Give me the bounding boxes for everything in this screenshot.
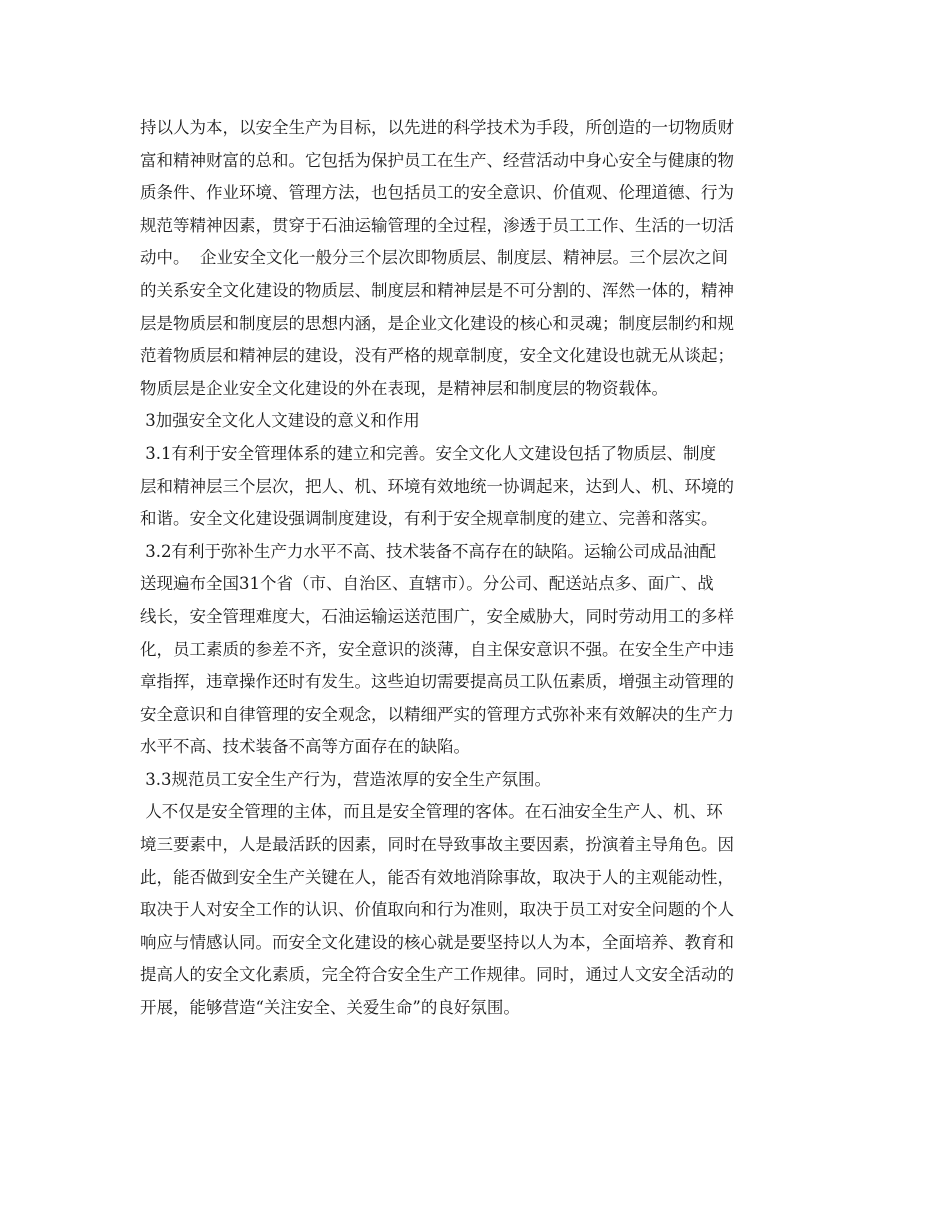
text-line: 持以人为本，以安全生产为目标，以先进的科学技术为手段，所创造的一切物质财 [140,118,734,137]
text-line: 3.2有利于弥补生产力水平不高、技术装备不高存在的缺陷。运输公司成品油配 [140,541,716,561]
text-line: 范着物质层和精神层的建设，没有严格的规章制度，安全文化建设也就无从谈起； [140,346,734,366]
text-line: 人不仅是安全管理的主体，而且是安全管理的客体。在石油安全生产人、机、环 [140,802,723,822]
text-line: 响应与情感认同。而安全文化建设的核心就是要坚持以人为本，全面培养、教育和 [140,932,734,952]
heading-line: 3加强安全文化人文建设的意义和作用 [140,411,420,431]
text-line: 物质层是企业安全文化建设的外在表现，是精神层和制度层的物资载体。 [140,378,668,398]
text-line: 的关系安全文化建设的物质层、制度层和精神层是不可分割的、浑然一体的，精神 [140,280,734,300]
text-line: 安全意识和自律管理的安全观念，以精细严实的管理方式弥补来有效解决的生产力 [140,704,734,724]
text-line: 水平不高、技术装备不高等方面存在的缺陷。 [140,737,470,757]
section-heading-3-3 [140,764,812,797]
text-line: 线长，安全管理难度大，石油运输运送范围广，安全威胁大，同时劳动用工的多样 [140,606,734,626]
text-line: 层和精神层三个层次，把人、机、环境有效地统一协调起来，达到人、机、环境的 [140,476,734,496]
text-line: 化，员工素质的参差不齐，安全意识的淡薄，自主保安意识不强。在安全生产中违 [140,639,734,659]
text-line: 3.1有利于安全管理体系的建立和完善。安全文化人文建设包括了物质层、制度 [140,443,716,463]
text-line: 和谐。安全文化建设强调制度建设，有利于安全规章制度的建立、完善和落实。 [140,509,718,529]
text-line: 送现遍布全国31个省（市、自治区、直辖市）。分公司、配送站点多、面广、战 [140,574,714,594]
section-heading-3 [140,405,812,438]
text-line: 章指挥，违章操作还时有发生。这些迫切需要提高员工队伍素质，增强主动管理的 [140,672,734,692]
text-line: 层是物质层和制度层的思想内涵，是企业文化建设的核心和灵魂；制度层制约和规 [140,313,734,333]
text-line: 此，能否做到安全生产关键在人，能否有效地消除事故，取决于人的主观能动性， [140,867,734,887]
text-line: 提高人的安全文化素质，完全符合安全生产工作规律。同时，通过人文安全活动的 [140,965,734,985]
text-line: 规范等精神因素，贯穿于石油运输管理的全过程，渗透于员工工作、生活的一切活 [140,215,734,235]
paragraph-section-3-1 [140,438,812,536]
text-line: 境三要素中，人是最活跃的因素，同时在导致事故主要因素，扮演着主导角色。因 [140,835,734,855]
heading-line: 3.3规范员工安全生产行为，营造浓厚的安全生产氛围。 [140,769,551,789]
document-body [140,112,812,1025]
paragraph-culture-definition [140,112,812,405]
text-line: 质条件、作业环境、管理方法，也包括员工的安全意识、价值观、伦理道德、行为 [140,183,734,203]
text-line: 开展，能够营造“关注安全、关爱生命”的良好氛围。 [140,998,520,1018]
paragraph-section-3-2 [140,536,812,764]
text-line: 取决于人对安全工作的认识、价值取向和行为准则，取决于员工对安全问题的个人 [140,900,734,920]
text-line: 动中。 企业安全文化一般分三个层次即物质层、制度层、精神层。三个层次之间 [140,248,728,268]
text-line: 富和精神财富的总和。它包括为保护员工在生产、经营活动中身心安全与健康的物 [140,150,734,170]
paragraph-section-3-3-body [140,796,812,1024]
